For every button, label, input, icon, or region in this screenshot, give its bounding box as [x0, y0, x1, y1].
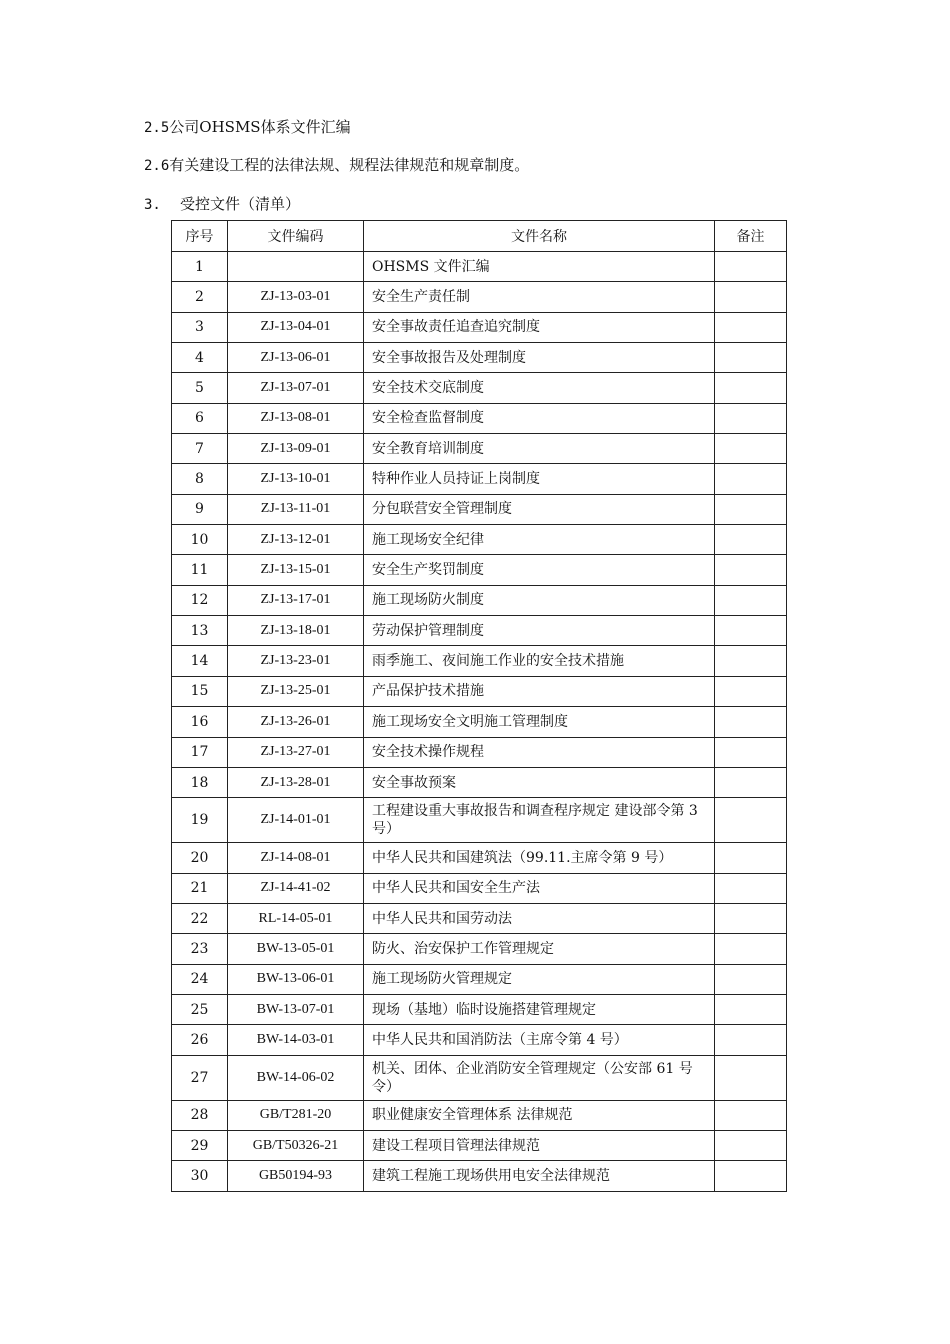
row-number: 7	[172, 434, 228, 464]
document-name: 特种作业人员持证上岗制度	[364, 464, 715, 494]
table-row	[172, 555, 787, 585]
remark-cell	[715, 1055, 787, 1100]
document-name: 施工现场安全纪律	[364, 525, 715, 555]
table-row	[172, 964, 787, 994]
header-name: 文件名称	[364, 221, 715, 252]
row-number: 11	[172, 555, 228, 585]
remark-cell	[715, 343, 787, 373]
table-row	[172, 707, 787, 737]
table-row	[172, 525, 787, 555]
document-name: 中华人民共和国消防法（主席令第 4 号）	[364, 1025, 715, 1055]
remark-cell	[715, 252, 787, 282]
table-row	[172, 737, 787, 767]
table-row	[172, 767, 787, 797]
document-code: RL-14-05-01	[228, 903, 364, 933]
remark-cell	[715, 934, 787, 964]
document-code: ZJ-13-28-01	[228, 767, 364, 797]
document-code: ZJ-14-01-01	[228, 798, 364, 843]
remark-cell	[715, 312, 787, 342]
remark-cell	[715, 676, 787, 706]
table-row	[172, 616, 787, 646]
document-name: 中华人民共和国劳动法	[364, 903, 715, 933]
document-name: 工程建设重大事故报告和调查程序规定 建设部令第 3 号）	[364, 798, 715, 843]
row-number: 21	[172, 873, 228, 903]
document-name: 安全技术操作规程	[364, 737, 715, 767]
document-name: 施工现场防火制度	[364, 585, 715, 615]
remark-cell	[715, 1130, 787, 1160]
row-number: 15	[172, 676, 228, 706]
document-code: ZJ-13-04-01	[228, 312, 364, 342]
remark-cell	[715, 707, 787, 737]
table-row	[172, 994, 787, 1024]
document-code: ZJ-14-41-02	[228, 873, 364, 903]
row-number: 3	[172, 312, 228, 342]
document-name: 安全事故预案	[364, 767, 715, 797]
table-row	[172, 585, 787, 615]
table-row	[172, 373, 787, 403]
remark-cell	[715, 434, 787, 464]
row-number: 22	[172, 903, 228, 933]
remark-cell	[715, 585, 787, 615]
document-code: BW-13-05-01	[228, 934, 364, 964]
document-name: 雨季施工、夜间施工作业的安全技术措施	[364, 646, 715, 676]
document-name: 中华人民共和国安全生产法	[364, 873, 715, 903]
table-row	[172, 343, 787, 373]
remark-cell	[715, 403, 787, 433]
document-name: 劳动保护管理制度	[364, 616, 715, 646]
remark-cell	[715, 646, 787, 676]
table-row	[172, 1161, 787, 1191]
section-2-6-line	[144, 154, 529, 175]
remark-cell	[715, 1025, 787, 1055]
document-code: ZJ-13-23-01	[228, 646, 364, 676]
row-number: 14	[172, 646, 228, 676]
document-code: BW-14-03-01	[228, 1025, 364, 1055]
section-text: 公司OHSMS体系文件汇编	[169, 118, 351, 136]
document-code	[228, 252, 364, 282]
table-row	[172, 282, 787, 312]
table-row	[172, 403, 787, 433]
document-name: 安全事故报告及处理制度	[364, 343, 715, 373]
row-number: 4	[172, 343, 228, 373]
table-row	[172, 873, 787, 903]
row-number: 6	[172, 403, 228, 433]
document-name: 安全生产责任制	[364, 282, 715, 312]
table-row	[172, 1055, 787, 1100]
row-number: 20	[172, 843, 228, 873]
row-number: 16	[172, 707, 228, 737]
header-code: 文件编码	[228, 221, 364, 252]
document-name: 防火、治安保护工作管理规定	[364, 934, 715, 964]
table-row	[172, 934, 787, 964]
remark-cell	[715, 1100, 787, 1130]
table-body	[172, 252, 787, 1192]
document-name: 施工现场防火管理规定	[364, 964, 715, 994]
header-no: 序号	[172, 221, 228, 252]
section-number: 2.6	[144, 158, 170, 174]
table-row	[172, 464, 787, 494]
table-row	[172, 646, 787, 676]
document-code: GB/T50326-21	[228, 1130, 364, 1160]
document-name: OHSMS 文件汇编	[364, 252, 715, 282]
document-name: 安全检查监督制度	[364, 403, 715, 433]
document-name: 现场（基地）临时设施搭建管理规定	[364, 994, 715, 1024]
document-code: ZJ-13-10-01	[228, 464, 364, 494]
row-number: 13	[172, 616, 228, 646]
remark-cell	[715, 903, 787, 933]
table-row	[172, 1025, 787, 1055]
header-remark: 备注	[715, 221, 787, 252]
section-number: 2.5	[144, 120, 170, 136]
remark-cell	[715, 994, 787, 1024]
section-2-5-line	[144, 116, 351, 137]
document-code: ZJ-13-12-01	[228, 525, 364, 555]
table-row	[172, 252, 787, 282]
row-number: 5	[172, 373, 228, 403]
document-code: ZJ-14-08-01	[228, 843, 364, 873]
table-row	[172, 676, 787, 706]
document-code: ZJ-13-03-01	[228, 282, 364, 312]
row-number: 10	[172, 525, 228, 555]
section-3-heading	[144, 193, 300, 214]
table-header-row	[172, 221, 787, 252]
document-code: ZJ-13-08-01	[228, 403, 364, 433]
row-number: 18	[172, 767, 228, 797]
document-code: ZJ-13-11-01	[228, 494, 364, 524]
row-number: 23	[172, 934, 228, 964]
document-code: ZJ-13-17-01	[228, 585, 364, 615]
document-code: ZJ-13-26-01	[228, 707, 364, 737]
document-code: GB50194-93	[228, 1161, 364, 1191]
document-code: ZJ-13-09-01	[228, 434, 364, 464]
remark-cell	[715, 282, 787, 312]
document-name: 机关、团体、企业消防安全管理规定（公安部 61 号令）	[364, 1055, 715, 1100]
document-code: BW-14-06-02	[228, 1055, 364, 1100]
remark-cell	[715, 494, 787, 524]
document-name: 安全生产奖罚制度	[364, 555, 715, 585]
remark-cell	[715, 555, 787, 585]
document-name: 建筑工程施工现场供用电安全法律规范	[364, 1161, 715, 1191]
document-code: GB/T281-20	[228, 1100, 364, 1130]
table-row	[172, 1100, 787, 1130]
document-code: ZJ-13-27-01	[228, 737, 364, 767]
section-number: 3.	[144, 197, 161, 213]
row-number: 17	[172, 737, 228, 767]
row-number: 28	[172, 1100, 228, 1130]
row-number: 26	[172, 1025, 228, 1055]
document-name: 职业健康安全管理体系 法律规范	[364, 1100, 715, 1130]
table-row	[172, 312, 787, 342]
remark-cell	[715, 873, 787, 903]
table-row	[172, 798, 787, 843]
document-name: 中华人民共和国建筑法（99.11.主席令第 9 号）	[364, 843, 715, 873]
remark-cell	[715, 737, 787, 767]
document-name: 安全教育培训制度	[364, 434, 715, 464]
remark-cell	[715, 525, 787, 555]
section-text: 有关建设工程的法律法规、规程法律规范和规章制度。	[169, 156, 530, 174]
table-row	[172, 1130, 787, 1160]
remark-cell	[715, 1161, 787, 1191]
controlled-documents-table	[171, 220, 787, 1192]
document-code: ZJ-13-15-01	[228, 555, 364, 585]
remark-cell	[715, 767, 787, 797]
row-number: 30	[172, 1161, 228, 1191]
document-name: 产品保护技术措施	[364, 676, 715, 706]
section-text: 受控文件（清单）	[180, 195, 301, 213]
document-name: 安全事故责任追查追究制度	[364, 312, 715, 342]
document-code: BW-13-06-01	[228, 964, 364, 994]
document-code: BW-13-07-01	[228, 994, 364, 1024]
document-name: 安全技术交底制度	[364, 373, 715, 403]
row-number: 1	[172, 252, 228, 282]
table-row	[172, 434, 787, 464]
document-code: ZJ-13-06-01	[228, 343, 364, 373]
document-name: 建设工程项目管理法律规范	[364, 1130, 715, 1160]
document-code: ZJ-13-25-01	[228, 676, 364, 706]
row-number: 25	[172, 994, 228, 1024]
row-number: 8	[172, 464, 228, 494]
row-number: 2	[172, 282, 228, 312]
remark-cell	[715, 464, 787, 494]
document-name: 施工现场安全文明施工管理制度	[364, 707, 715, 737]
remark-cell	[715, 798, 787, 843]
document-name: 分包联营安全管理制度	[364, 494, 715, 524]
document-code: ZJ-13-18-01	[228, 616, 364, 646]
remark-cell	[715, 373, 787, 403]
row-number: 27	[172, 1055, 228, 1100]
row-number: 19	[172, 798, 228, 843]
remark-cell	[715, 964, 787, 994]
document-code: ZJ-13-07-01	[228, 373, 364, 403]
table-row	[172, 903, 787, 933]
table-row	[172, 843, 787, 873]
row-number: 24	[172, 964, 228, 994]
remark-cell	[715, 616, 787, 646]
remark-cell	[715, 843, 787, 873]
row-number: 29	[172, 1130, 228, 1160]
row-number: 9	[172, 494, 228, 524]
table-row	[172, 494, 787, 524]
row-number: 12	[172, 585, 228, 615]
